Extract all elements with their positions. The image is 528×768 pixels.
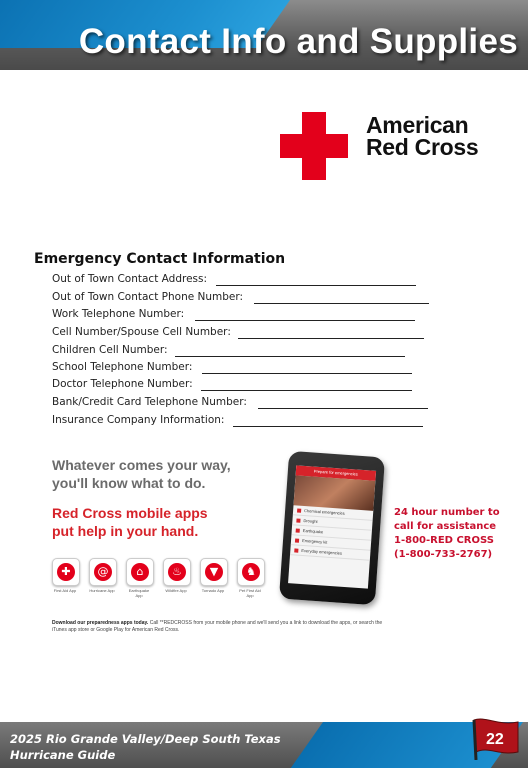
hotline-line-1: 24 hour number to	[394, 507, 500, 518]
field-label: Work Telephone Number:	[52, 308, 185, 320]
field-insurance-info	[52, 414, 224, 426]
footer-guide-title	[10, 731, 281, 763]
section-title: Emergency Contact Information	[34, 251, 286, 267]
footer-line-1: 2025 Rio Grande Valley/Deep South Texas	[10, 732, 281, 746]
ad-subhead-line-2: put help in your hand.	[52, 523, 199, 539]
app-earthquake	[126, 558, 152, 598]
blank-line[interactable]	[216, 285, 416, 286]
phone-list-item: Earthquake	[291, 525, 372, 541]
field-work-telephone	[52, 308, 184, 320]
blank-line[interactable]	[175, 356, 405, 357]
phone-list-item: Emergency kit	[291, 535, 372, 551]
field-out-of-town-phone	[52, 291, 243, 303]
ad-headline-line-1: Whatever comes your way,	[52, 457, 231, 473]
download-instructions	[52, 620, 388, 634]
bandage-icon: ✚	[57, 563, 75, 581]
field-label: Out of Town Contact Phone Number:	[52, 291, 244, 303]
ad-subhead	[52, 504, 208, 540]
hotline-number-digits[interactable]: (1-800-733-2767)	[394, 549, 493, 560]
ad-headline-line-2: you'll know what to do.	[52, 475, 206, 491]
tornado-icon: ▼	[205, 563, 223, 581]
blank-line[interactable]	[201, 390, 412, 391]
blank-line[interactable]	[238, 338, 424, 339]
app-pet-first-aid	[237, 558, 263, 598]
page-number: 22	[486, 731, 504, 748]
app-label: Pet First Aid App	[239, 588, 261, 598]
earthquake-icon: ⌂	[131, 563, 149, 581]
app-label: Earthquake App	[128, 588, 150, 598]
blank-line[interactable]	[254, 303, 429, 304]
field-label: Out of Town Contact Address:	[52, 273, 208, 285]
logo-line-2: Red Cross	[366, 134, 479, 160]
app-wildfire	[163, 558, 189, 593]
app-icon-row	[52, 558, 274, 598]
field-school-telephone	[52, 361, 192, 373]
app-label: Wildfire App	[165, 588, 187, 593]
field-label: Doctor Telephone Number:	[52, 378, 193, 390]
app-tornado	[200, 558, 226, 593]
app-label: First Aid App	[53, 588, 77, 593]
page-title: Contact Info and Supplies	[78, 22, 518, 61]
field-label: School Telephone Number:	[52, 361, 193, 373]
phone-list-item: Drought	[292, 515, 373, 531]
field-out-of-town-address	[52, 273, 207, 285]
field-doctor-telephone	[52, 378, 193, 390]
blank-line[interactable]	[258, 408, 428, 409]
hotline-line-2: call for assistance	[394, 521, 497, 532]
field-cell-number	[52, 326, 231, 338]
hurricane-icon: @	[94, 563, 112, 581]
download-bold: Download our preparedness apps today.	[52, 620, 149, 626]
field-label: Cell Number/Spouse Cell Number:	[52, 326, 231, 338]
app-first-aid	[52, 558, 78, 593]
field-label: Bank/Credit Card Telephone Number:	[52, 396, 247, 408]
logo-wordmark	[366, 114, 478, 158]
app-label: Tornado App	[201, 588, 225, 593]
page-footer	[0, 722, 528, 768]
app-hurricane	[89, 558, 115, 593]
blank-line[interactable]	[195, 320, 415, 321]
fire-icon: ♨	[168, 563, 186, 581]
field-bank-telephone	[52, 396, 247, 408]
red-cross-icon	[280, 112, 348, 180]
ad-headline	[52, 456, 231, 492]
logo-line-1: American	[366, 112, 469, 138]
hotline-number[interactable]: 1-800-RED CROSS	[394, 535, 494, 546]
phone-screen	[288, 465, 376, 588]
blank-line[interactable]	[202, 373, 412, 374]
blank-line[interactable]	[233, 426, 423, 427]
app-label: Hurricane App	[89, 588, 115, 593]
phone-screen-title: Prepare for emergencies	[296, 465, 377, 481]
field-label: Children Cell Number:	[52, 344, 168, 356]
pet-icon: ♞	[242, 563, 260, 581]
phone-list-item: Chemical emergencies	[293, 505, 374, 521]
download-text: Call **REDCROSS from your mobile phone and we'll send you a link to download the apps, or search the iTunes app store or Google Play for American Red Cross.	[52, 620, 383, 633]
phone-graphic	[279, 451, 385, 605]
phone-list-item: Everyday emergencies	[290, 545, 371, 561]
hotline-info	[394, 506, 500, 562]
field-children-cell	[52, 344, 168, 356]
field-label: Insurance Company Information:	[52, 414, 225, 426]
ad-subhead-line-1: Red Cross mobile apps	[52, 505, 208, 521]
footer-line-2: Hurricane Guide	[10, 748, 116, 762]
page-header	[0, 0, 528, 72]
page-number-flag	[470, 716, 522, 760]
